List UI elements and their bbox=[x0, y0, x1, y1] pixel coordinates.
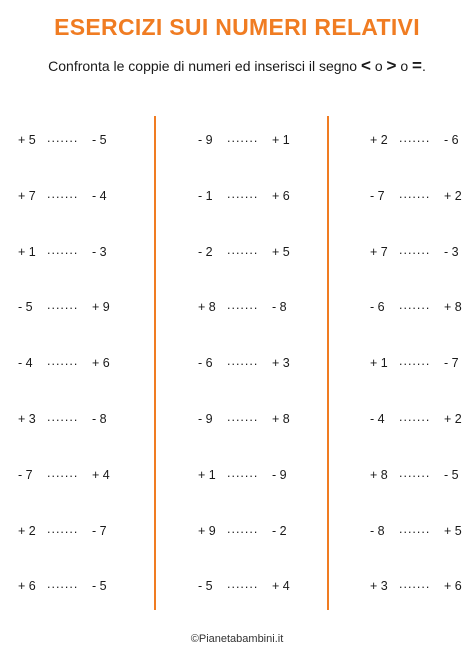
first-number: + 7 bbox=[370, 244, 388, 259]
second-number: - 2 bbox=[272, 523, 287, 538]
second-number: - 5 bbox=[444, 467, 459, 482]
second-number: - 3 bbox=[444, 244, 459, 259]
first-number: + 1 bbox=[370, 356, 388, 371]
exercise-row bbox=[364, 186, 474, 206]
equal-symbol: = bbox=[412, 56, 422, 75]
second-number: + 4 bbox=[92, 467, 110, 482]
exercise-row bbox=[12, 297, 132, 317]
first-number: - 1 bbox=[198, 188, 213, 203]
exercise-row bbox=[192, 242, 312, 262]
answer-blank: ....... bbox=[399, 186, 431, 201]
second-number: + 9 bbox=[92, 300, 110, 315]
first-number: - 4 bbox=[18, 356, 33, 371]
exercise-column-1 bbox=[12, 128, 152, 608]
second-number: - 8 bbox=[92, 412, 107, 426]
first-number: + 8 bbox=[198, 300, 216, 315]
answer-blank: ....... bbox=[227, 577, 259, 592]
exercise-row bbox=[192, 409, 312, 429]
first-number: - 5 bbox=[18, 300, 33, 315]
exercise-column-3 bbox=[364, 128, 474, 608]
answer-blank: ....... bbox=[227, 242, 259, 257]
first-number: - 7 bbox=[18, 467, 33, 482]
second-number: + 2 bbox=[444, 188, 462, 203]
exercise-row bbox=[12, 576, 132, 596]
second-number: - 5 bbox=[92, 133, 107, 147]
site-name: Pianetabambini.it bbox=[198, 633, 284, 645]
answer-blank: ....... bbox=[399, 298, 431, 313]
exercise-row bbox=[364, 465, 474, 485]
exercise-row bbox=[364, 242, 474, 262]
page-title: ESERCIZI SUI NUMERI RELATIVI bbox=[54, 14, 420, 40]
answer-blank: ....... bbox=[47, 242, 79, 257]
first-number: + 3 bbox=[18, 412, 36, 426]
exercise-row bbox=[12, 465, 132, 485]
second-number: - 9 bbox=[272, 467, 287, 482]
footer-credit bbox=[0, 633, 474, 645]
exercise-row bbox=[192, 576, 312, 596]
greater-than-symbol: > bbox=[386, 56, 397, 75]
first-number: + 8 bbox=[370, 467, 388, 482]
exercise-row bbox=[12, 242, 132, 262]
second-number: - 7 bbox=[92, 523, 107, 538]
second-number: - 6 bbox=[444, 133, 459, 147]
answer-blank: ....... bbox=[47, 410, 79, 424]
second-number: + 8 bbox=[444, 300, 462, 315]
exercise-column-2 bbox=[192, 128, 332, 608]
second-number: + 3 bbox=[272, 356, 290, 371]
exercise-row bbox=[192, 465, 312, 485]
first-number: + 2 bbox=[18, 523, 36, 538]
exercise-row bbox=[364, 576, 474, 596]
answer-blank: ....... bbox=[399, 242, 431, 257]
first-number: + 6 bbox=[18, 579, 36, 594]
second-number: - 4 bbox=[92, 188, 107, 203]
first-number: + 7 bbox=[18, 188, 36, 203]
answer-blank: ....... bbox=[399, 465, 431, 480]
second-number: - 7 bbox=[444, 356, 459, 371]
second-number: + 5 bbox=[272, 244, 290, 259]
second-number: + 6 bbox=[92, 356, 110, 371]
first-number: - 2 bbox=[198, 244, 213, 259]
answer-blank: ....... bbox=[399, 354, 431, 369]
second-number: + 4 bbox=[272, 579, 290, 594]
answer-blank: ....... bbox=[227, 410, 259, 424]
answer-blank: ....... bbox=[227, 131, 259, 145]
answer-blank: ....... bbox=[227, 521, 259, 536]
answer-blank: ....... bbox=[227, 298, 259, 313]
answer-blank: ....... bbox=[227, 186, 259, 201]
first-number: + 1 bbox=[18, 244, 36, 259]
answer-blank: ....... bbox=[399, 577, 431, 592]
answer-blank: ....... bbox=[47, 521, 79, 536]
first-number: + 5 bbox=[18, 133, 36, 147]
second-number: + 8 bbox=[272, 412, 290, 426]
first-number: + 9 bbox=[198, 523, 216, 538]
instruction-text: Confronta le coppie di numeri ed inserisci il segno bbox=[48, 58, 358, 74]
second-number: - 5 bbox=[92, 579, 107, 594]
answer-blank: ....... bbox=[227, 465, 259, 480]
exercise-row bbox=[12, 130, 132, 150]
exercise-row bbox=[364, 521, 474, 541]
first-number: + 2 bbox=[370, 133, 388, 147]
first-number: - 9 bbox=[198, 412, 213, 426]
second-number: + 2 bbox=[444, 412, 462, 426]
first-number: - 6 bbox=[370, 300, 385, 315]
first-number: - 5 bbox=[198, 579, 213, 594]
second-number: + 1 bbox=[272, 133, 290, 147]
or-word: o bbox=[400, 58, 409, 74]
second-number: - 3 bbox=[92, 244, 107, 259]
first-number: - 4 bbox=[370, 412, 385, 426]
exercise-row bbox=[192, 521, 312, 541]
answer-blank: ....... bbox=[399, 131, 431, 145]
first-number: + 1 bbox=[198, 467, 216, 482]
exercise-row bbox=[192, 297, 312, 317]
second-number: - 8 bbox=[272, 300, 287, 315]
column-divider bbox=[154, 116, 156, 610]
exercise-row bbox=[364, 409, 474, 429]
first-number: + 3 bbox=[370, 579, 388, 594]
exercise-row bbox=[192, 130, 312, 150]
exercise-row bbox=[12, 186, 132, 206]
answer-blank: ....... bbox=[399, 410, 431, 424]
or-word: o bbox=[374, 58, 383, 74]
copyright-icon: © bbox=[190, 633, 199, 645]
first-number: - 9 bbox=[198, 133, 213, 147]
answer-blank: ....... bbox=[47, 186, 79, 201]
answer-blank: ....... bbox=[47, 354, 79, 369]
first-number: - 6 bbox=[198, 356, 213, 371]
answer-blank: ....... bbox=[399, 521, 431, 536]
exercise-row bbox=[364, 297, 474, 317]
first-number: - 7 bbox=[370, 188, 385, 203]
second-number: + 5 bbox=[444, 523, 462, 538]
answer-blank: ....... bbox=[227, 354, 259, 369]
exercise-row bbox=[364, 353, 474, 373]
exercise-row bbox=[12, 521, 132, 541]
exercise-row bbox=[12, 409, 132, 429]
answer-blank: ....... bbox=[47, 465, 79, 480]
first-number: - 8 bbox=[370, 523, 385, 538]
answer-blank: ....... bbox=[47, 577, 79, 592]
answer-blank: ....... bbox=[47, 131, 79, 145]
exercise-row bbox=[192, 353, 312, 373]
instruction-line bbox=[0, 56, 474, 76]
exercise-row bbox=[192, 186, 312, 206]
exercise-row bbox=[364, 130, 474, 150]
second-number: + 6 bbox=[444, 579, 462, 594]
instruction-period: . bbox=[421, 58, 426, 74]
exercise-row bbox=[12, 353, 132, 373]
less-than-symbol: < bbox=[360, 56, 371, 75]
answer-blank: ....... bbox=[47, 298, 79, 313]
second-number: + 6 bbox=[272, 188, 290, 203]
